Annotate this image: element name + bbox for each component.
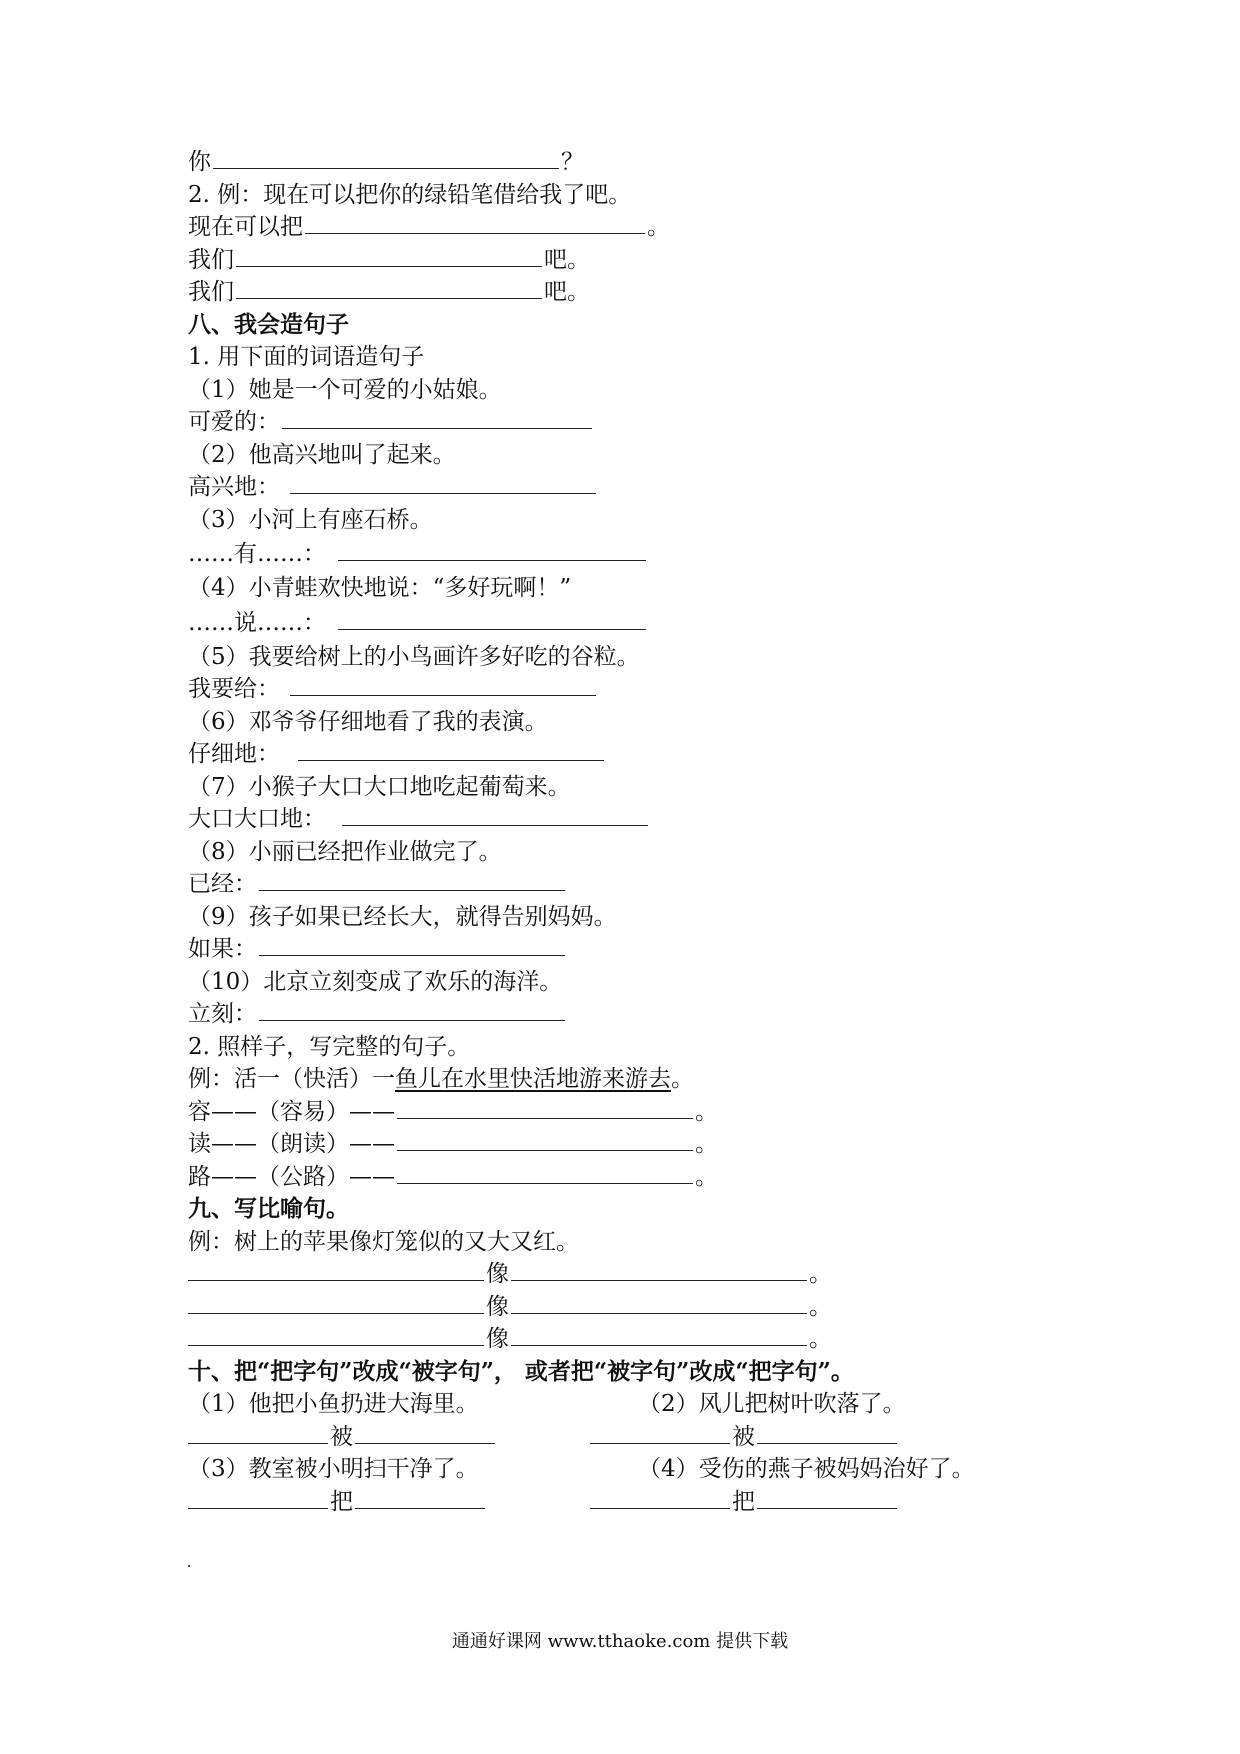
answer-blank[interactable] bbox=[355, 1421, 495, 1444]
answer-row bbox=[188, 1486, 1048, 1519]
example-text: 例：树上的苹果像灯笼似的又大又红。 bbox=[188, 1228, 579, 1255]
answer-blank[interactable] bbox=[355, 1486, 485, 1509]
example-line bbox=[188, 1063, 1048, 1096]
answer-group bbox=[590, 1486, 899, 1519]
word-label: 读——（朗读）—— bbox=[188, 1131, 395, 1157]
question-text: （1）她是一个可爱的小姑娘。 bbox=[188, 376, 502, 403]
word-label: 立刻： bbox=[188, 1001, 257, 1027]
fill-line bbox=[188, 211, 1048, 244]
line-suffix: 。 bbox=[809, 1326, 832, 1352]
answer-group bbox=[590, 1421, 899, 1454]
answer-row bbox=[188, 1421, 1048, 1454]
simile-line bbox=[188, 1258, 1048, 1291]
answer-blank[interactable] bbox=[397, 1161, 693, 1184]
answer-line bbox=[188, 1161, 1048, 1194]
answer-line bbox=[188, 1128, 1048, 1161]
answer-blank[interactable] bbox=[338, 607, 646, 630]
fill-line bbox=[188, 146, 1048, 179]
question-text: （6）邓爷爷仔细地看了我的表演。 bbox=[188, 708, 548, 735]
scan-speck bbox=[188, 1565, 190, 1567]
answer-blank[interactable] bbox=[397, 1096, 693, 1119]
word-label: 可爱的： bbox=[188, 409, 280, 435]
example-prefix: 例：活一（快活）一 bbox=[188, 1066, 395, 1092]
question-text: （4）受伤的燕子被妈妈治好了。 bbox=[638, 1456, 975, 1482]
line-prefix: 我们 bbox=[188, 246, 234, 273]
line-suffix: 。 bbox=[809, 1261, 832, 1287]
question bbox=[188, 504, 1048, 537]
answer-blank[interactable] bbox=[188, 1323, 484, 1346]
section-heading bbox=[188, 309, 1048, 342]
answer-blank[interactable] bbox=[188, 1486, 328, 1509]
question-text: （3）小河上有座石桥。 bbox=[188, 506, 433, 533]
worksheet bbox=[188, 146, 1048, 1518]
example-line bbox=[188, 1226, 1048, 1259]
question bbox=[188, 901, 1048, 934]
answer-line bbox=[188, 673, 1048, 706]
heading-text: 十、把“把字句”改成“被字句”， 或者把“被字句”改成“把字句”。 bbox=[188, 1357, 854, 1385]
answer-blank[interactable] bbox=[259, 933, 565, 956]
answer-blank[interactable] bbox=[188, 1421, 328, 1444]
answer-blank[interactable] bbox=[213, 146, 559, 169]
heading-text: 八、我会造句子 bbox=[188, 310, 349, 338]
answer-blank[interactable] bbox=[511, 1291, 807, 1314]
question-text: （1）他把小鱼扔进大海里。 bbox=[188, 1391, 479, 1417]
question-text: （9）孩子如果已经长大，就得告别妈妈。 bbox=[188, 903, 617, 930]
answer-blank[interactable] bbox=[397, 1128, 693, 1151]
fill-line bbox=[188, 244, 1048, 277]
answer-blank[interactable] bbox=[757, 1421, 897, 1444]
footer-credit: 通通好课网 www.tthaoke.com 提供下载 bbox=[451, 1631, 789, 1652]
example-text: 2. 例：现在可以把你的绿铅笔借给我了吧。 bbox=[188, 181, 632, 208]
line-suffix: 。 bbox=[647, 214, 670, 240]
answer-line bbox=[188, 738, 1048, 771]
answer-blank[interactable] bbox=[282, 406, 592, 429]
word-label: 如果： bbox=[188, 936, 257, 962]
word-label: 大口大口地： bbox=[188, 806, 326, 832]
question bbox=[188, 641, 1048, 674]
word-label: 已经： bbox=[188, 871, 257, 897]
simile-word: 像 bbox=[486, 1261, 509, 1287]
answer-blank[interactable] bbox=[305, 211, 645, 234]
answer-blank[interactable] bbox=[188, 1258, 484, 1281]
question-text: （7）小猴子大口大口地吃起葡萄来。 bbox=[188, 773, 571, 800]
question-text: （3）教室被小明扫干净了。 bbox=[188, 1456, 479, 1482]
question bbox=[188, 572, 1048, 605]
line-suffix: 吧。 bbox=[544, 246, 590, 273]
example-line bbox=[188, 179, 1048, 212]
instruction bbox=[188, 1031, 1048, 1064]
conversion-word: 把 bbox=[732, 1488, 755, 1515]
answer-blank[interactable] bbox=[188, 1291, 484, 1314]
section-heading bbox=[188, 1356, 1048, 1389]
answer-blank[interactable] bbox=[290, 471, 596, 494]
section-heading bbox=[188, 1193, 1048, 1226]
line-suffix: 吧。 bbox=[544, 279, 590, 305]
answer-blank[interactable] bbox=[757, 1486, 897, 1509]
question-text: （10）北京立刻变成了欢乐的海洋。 bbox=[188, 968, 563, 995]
line-suffix: ？ bbox=[561, 149, 584, 175]
heading-text: 九、写比喻句。 bbox=[188, 1195, 349, 1222]
answer-line bbox=[188, 536, 1048, 572]
line-suffix: 。 bbox=[809, 1293, 832, 1320]
fill-line bbox=[188, 276, 1048, 309]
line-prefix: 我们 bbox=[188, 279, 234, 305]
line-suffix: 。 bbox=[695, 1098, 718, 1125]
word-label: ……有……： bbox=[188, 541, 326, 567]
question-text: （4）小青蛙欢快地说：“多好玩啊！” bbox=[188, 575, 572, 601]
line-prefix: 你 bbox=[188, 149, 211, 175]
answer-blank[interactable] bbox=[338, 538, 646, 561]
word-label: 路——（公路）—— bbox=[188, 1163, 395, 1190]
question-row bbox=[188, 1388, 1048, 1421]
line-suffix: 。 bbox=[695, 1163, 718, 1190]
word-label: 容——（容易）—— bbox=[188, 1098, 395, 1125]
word-label: ……说……： bbox=[188, 609, 326, 636]
answer-blank[interactable] bbox=[259, 998, 565, 1021]
question bbox=[188, 706, 1048, 739]
question bbox=[188, 966, 1048, 999]
example-end: 。 bbox=[671, 1066, 694, 1092]
answer-blank[interactable] bbox=[342, 803, 648, 826]
answer-blank[interactable] bbox=[298, 738, 604, 761]
answer-line bbox=[188, 471, 1048, 504]
instruction-text: 1. 用下面的词语造句子 bbox=[188, 344, 425, 370]
answer-line bbox=[188, 933, 1048, 966]
answer-blank[interactable] bbox=[236, 244, 542, 267]
conversion-word: 把 bbox=[330, 1488, 353, 1515]
question bbox=[188, 771, 1048, 804]
question bbox=[188, 439, 1048, 472]
answer-blank[interactable] bbox=[290, 673, 596, 696]
question-row bbox=[188, 1453, 1048, 1486]
simile-line bbox=[188, 1323, 1048, 1356]
answer-blank[interactable] bbox=[590, 1421, 730, 1444]
answer-line bbox=[188, 605, 1048, 641]
word-label: 我要给： bbox=[188, 676, 280, 702]
answer-blank[interactable] bbox=[236, 276, 542, 299]
answer-line bbox=[188, 406, 1048, 439]
question bbox=[188, 836, 1048, 869]
answer-blank[interactable] bbox=[511, 1258, 807, 1281]
question-text: （2）风儿把树叶吹落了。 bbox=[638, 1391, 906, 1417]
question-text: （5）我要给树上的小鸟画许多好吃的谷粒。 bbox=[188, 643, 640, 670]
answer-blank[interactable] bbox=[590, 1486, 730, 1509]
simile-word: 像 bbox=[486, 1326, 509, 1352]
simile-line bbox=[188, 1291, 1048, 1324]
answer-blank[interactable] bbox=[259, 868, 565, 891]
answer-line bbox=[188, 1096, 1048, 1129]
instruction-text: 2. 照样子，写完整的句子。 bbox=[188, 1033, 471, 1060]
line-suffix: 。 bbox=[695, 1131, 718, 1157]
question bbox=[188, 374, 1048, 407]
example-answer: 鱼儿在水里快活地游来游去 bbox=[395, 1066, 671, 1092]
answer-blank[interactable] bbox=[511, 1323, 807, 1346]
question-text: （8）小丽已经把作业做完了。 bbox=[188, 838, 502, 865]
instruction bbox=[188, 341, 1048, 374]
conversion-word: 被 bbox=[732, 1423, 755, 1450]
line-prefix: 现在可以把 bbox=[188, 214, 303, 240]
word-label: 仔细地： bbox=[188, 741, 280, 767]
word-label: 高兴地： bbox=[188, 474, 280, 500]
conversion-word: 被 bbox=[330, 1423, 353, 1450]
question-text: （2）他高兴地叫了起来。 bbox=[188, 441, 456, 468]
answer-line bbox=[188, 998, 1048, 1031]
answer-line bbox=[188, 803, 1048, 836]
simile-word: 像 bbox=[486, 1293, 509, 1320]
answer-line bbox=[188, 868, 1048, 901]
